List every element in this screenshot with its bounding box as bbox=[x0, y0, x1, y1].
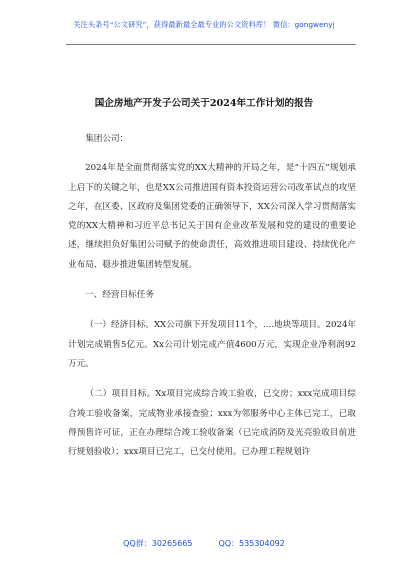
paragraph-project-target: （二）项目目标。Xx项目完成综合竣工验收，已交房；xxx完成项目综合竣工验收备案，完成物业承接查验；xxx为邻服务中心主体已完工，已取得预售许可证，正在办理综合竣工验收备案（已完成消防及光亮验收目前进行规划验收）；xxx项目已完工，已交付使用。已办理工程规划许 bbox=[68, 389, 356, 458]
header-notice: 关注头条号“公文研究”，获得最新最全最专业的公文资料库！ 微信：gongwenyj bbox=[73, 20, 335, 29]
header-divider bbox=[66, 44, 356, 45]
document-title: 国企房地产开发子公司关于2024年工作计划的报告 bbox=[94, 98, 314, 109]
paragraph-economic-target: （一）经济目标。XX公司旗下开发项目11个，....地块等项目。2024年计划完成销售5亿元。Xx公司计划完成产值4600万元，实现企业净利润92万元。 bbox=[68, 320, 357, 369]
section-heading: 一、经营目标任务 bbox=[85, 290, 154, 301]
salutation: 集团公司： bbox=[85, 134, 129, 144]
document-body bbox=[68, 130, 356, 473]
footer-contact bbox=[0, 538, 408, 549]
paragraph-intro: 2024年是全面贯彻落实党的XX大精神的开局之年，是“十四五”规划承上启下的关键之年，也是XX公司推进国有资本投资运营公司改革试点的攻坚之年，在区委、区政府及集团党委的正确领导下，XX公司深入学习贯彻落实党的XX大精神和习近平总书记关于国有企业改革发展和党的建设的重要论述，继续担负好集团公司赋予的使命责任，高效推进项目建设、持续优化产业布局、稳步推进集团转型发展。 bbox=[68, 163, 356, 270]
qq-number-text: QQ：535304092 bbox=[218, 539, 285, 548]
qq-group-text: QQ群：30265665 bbox=[123, 539, 193, 548]
